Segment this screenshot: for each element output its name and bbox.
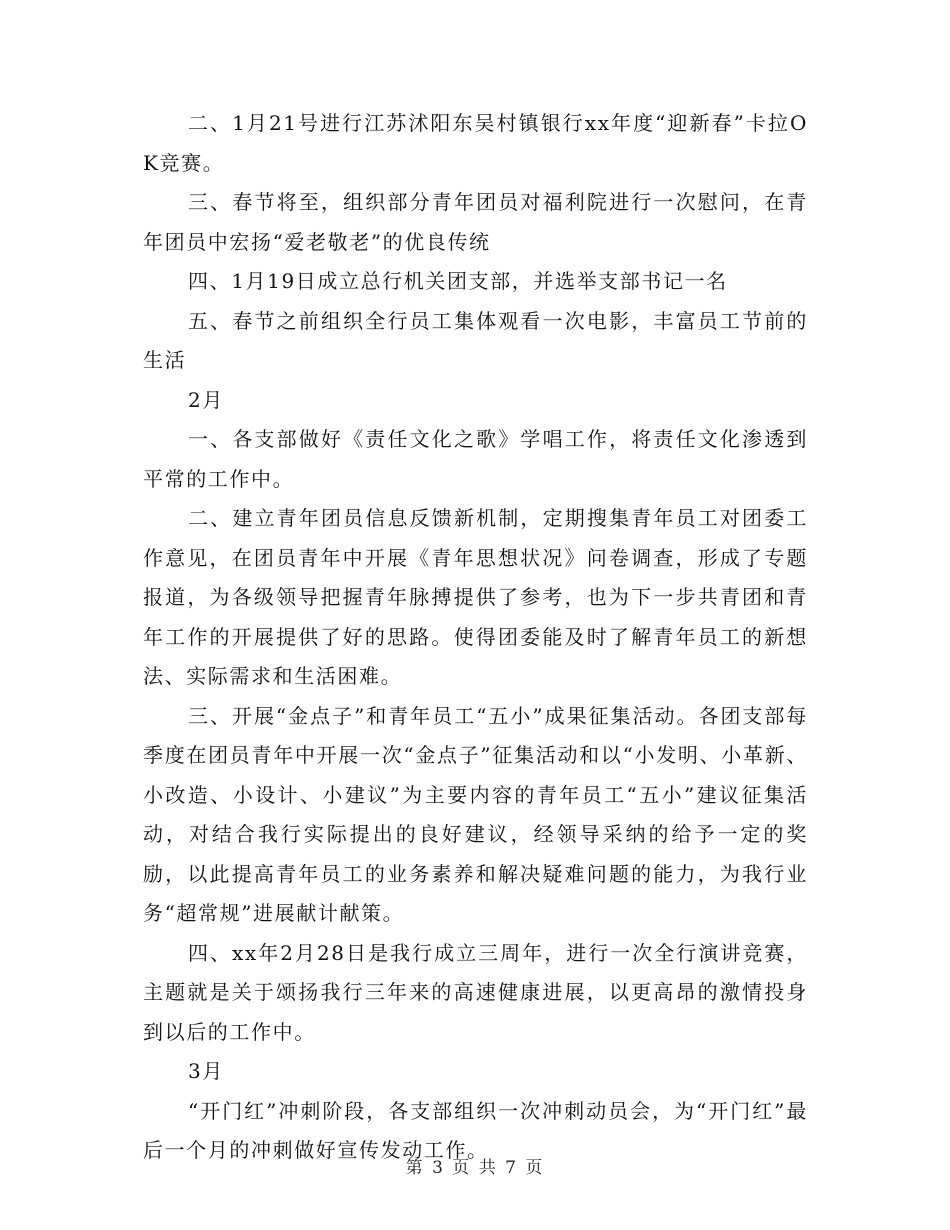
paragraph-february-item-3: 三、开展“金点子”和青年员工“五小”成果征集活动。各团支部每季度在团员青年中开展一次“金点子”征集活动和以“小发明、小革新、小改造、小设计、小建议”为主要内容的青年员工“五小”建议征集活动，对结合我行实际提出的良好建议，经领导采纳的给予一定的奖励，以此提高青年员工的业务素养和解决疑难问题的能力，为我行业务“超常规”进展献计献策。 bbox=[143, 703, 808, 925]
paragraph-january-item-4: 四、1月19日成立总行机关团支部，并选举支部书记一名 bbox=[188, 269, 728, 293]
paragraph-january-item-5: 五、春节之前组织全行员工集体观看一次电影，丰富员工节前的生活 bbox=[143, 308, 808, 372]
month-heading-march: 3月 bbox=[188, 1059, 224, 1083]
paragraph-february-item-1: 一、各支部做好《责任文化之歌》学唱工作，将责任文化渗透到平常的工作中。 bbox=[143, 427, 808, 491]
paragraph-february-item-2: 二、建立青年团员信息反馈新机制，定期搜集青年员工对团委工作意见，在团员青年中开展《青年思想状况》问卷调查，形成了专题报道，为各级领导把握青年脉搏提供了参考，也为下一步共青团和青年工作的开展提供了好的思路。使得团委能及时了解青年员工的新想法、实际需求和生活困难。 bbox=[143, 506, 808, 688]
document-body bbox=[143, 104, 808, 1171]
paragraph-january-item-2: 二、1月21号进行江苏沭阳东吴村镇银行xx年度“迎新春”卡拉OK竞赛。 bbox=[143, 111, 808, 175]
paragraph-march-item-1: “开门红”冲刺阶段，各支部组织一次冲刺动员会，为“开门红”最后一个月的冲刺做好宣传发动工作。 bbox=[143, 1098, 808, 1162]
page-number-footer: 第 3 页 共 7 页 bbox=[405, 1158, 545, 1178]
paragraph-february-item-4: 四、xx年2月28日是我行成立三周年，进行一次全行演讲竞赛，主题就是关于颂扬我行三年来的高速健康进展，以更高昂的激情投身到以后的工作中。 bbox=[143, 940, 808, 1044]
paragraph-january-item-3: 三、春节将至，组织部分青年团员对福利院进行一次慰问，在青年团员中宏扬“爱老敬老”的优良传统 bbox=[143, 190, 808, 254]
month-heading-february: 2月 bbox=[188, 387, 224, 412]
